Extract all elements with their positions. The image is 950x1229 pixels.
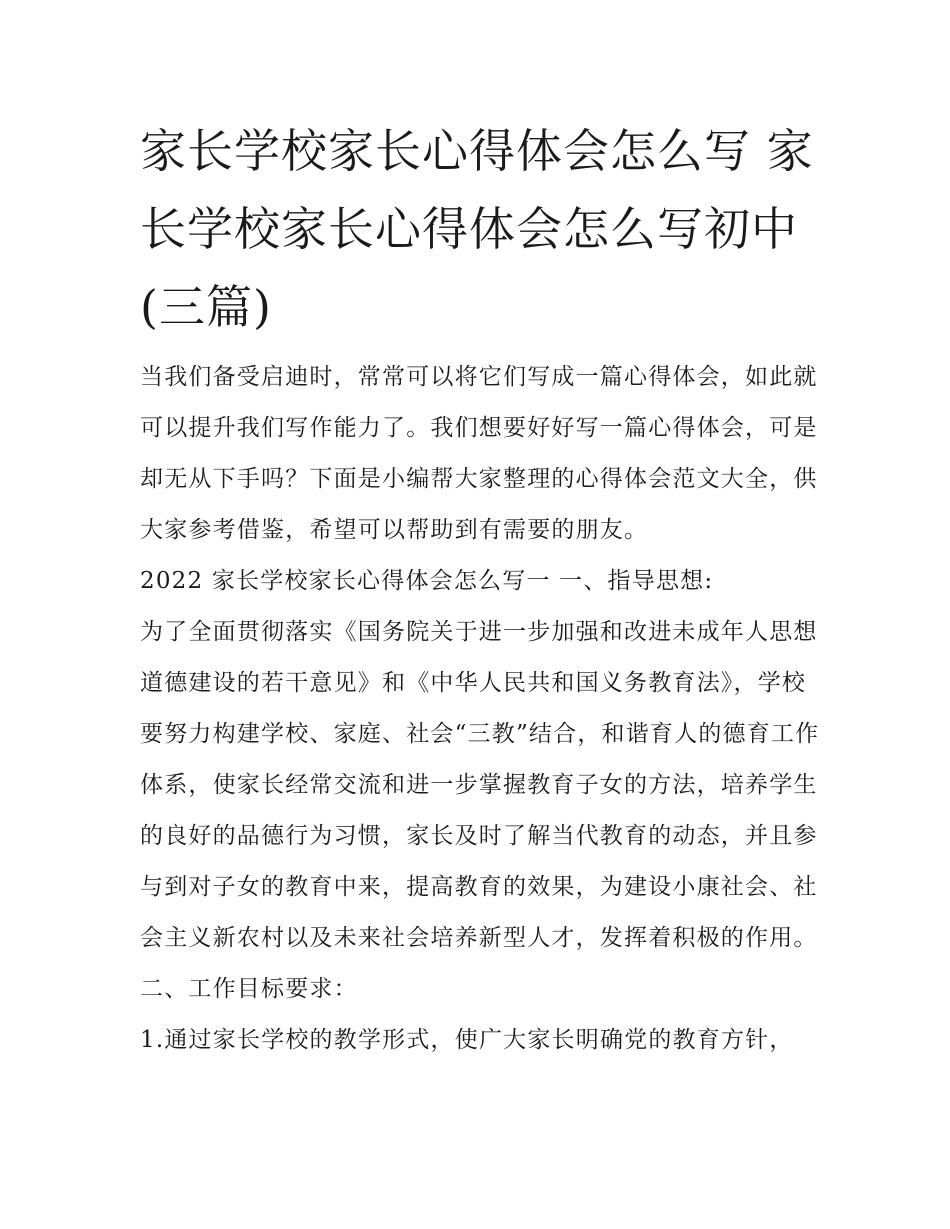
section-heading-guiding-thought: 2022 家长学校家长心得体会怎么写一 一、指导思想:: [140, 568, 714, 594]
document-body: [140, 352, 830, 1066]
guiding-thought-paragraph: 为了全面贯彻落实《国务院关于进一步加强和改进未成年人思想道德建设的若干意见》和《中华人民共和国义务教育法》，学校要努力构建学校、家庭、社会“三教”结合，和谐育人的德育工作体系，使家长经常交流和进一步掌握教育子女的方法，培养学生的良好的品德行为习惯，家长及时了解当代教育的动态，并且参与到对子女的教育中来，提高教育的效果，为建设小康社会、社会主义新农村以及未来社会培养新型人才，发挥着积极的作用。: [140, 619, 820, 951]
work-goal-item-1: 1.通过家长学校的教学形式，使广大家长明确党的教育方针，: [140, 1027, 794, 1053]
section-heading-work-goals: 二、工作目标要求：: [140, 976, 358, 1002]
document-title: 家长学校家长心得体会怎么写 家长学校家长心得体会怎么写初中(三篇): [140, 124, 814, 334]
intro-paragraph: 当我们备受启迪时，常常可以将它们写成一篇心得体会，如此就可以提升我们写作能力了。我们想要好好写一篇心得体会，可是却无从下手吗？下面是小编帮大家整理的心得体会范文大全，供大家参考借鉴，希望可以帮助到有需要的朋友。: [140, 364, 818, 543]
